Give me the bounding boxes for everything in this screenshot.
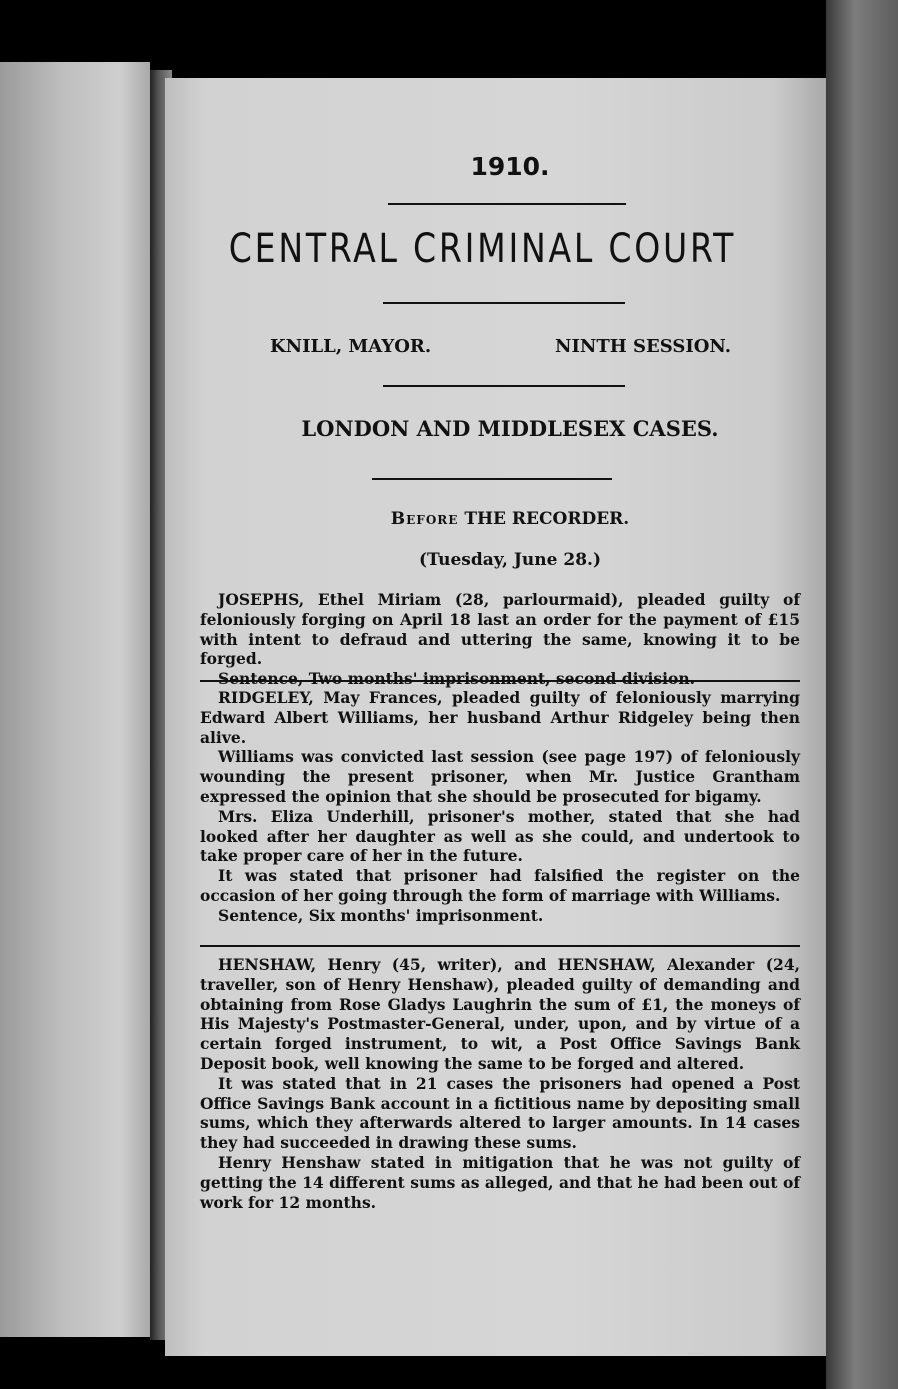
case-paragraph: RIDGELEY, May Frances, pleaded guilty of feloniously marrying Edward Albert Williams, her husband Arthur Ridgeley being then alive. [200, 688, 800, 747]
case-paragraph: Sentence, Six months' imprisonment. [218, 905, 544, 925]
entry-divider-2 [200, 945, 800, 947]
case-paragraph: Henry Henshaw stated in mitigation that he was not guilty of getting the 14 different sums as alleged, and that he had been out of work for 12 months. [200, 1152, 800, 1212]
rule-4 [372, 478, 612, 480]
case-entry-ridgeley [200, 688, 800, 926]
left-page [0, 62, 150, 1337]
before-prefix: Before [390, 509, 459, 529]
case-paragraph: It was stated that prisoner had falsified the register on the occasion of her going through the form of marriage with Williams. [200, 866, 800, 905]
rule-2 [383, 302, 625, 304]
case-paragraph: It was stated that in 21 cases the prisoners had opened a Post Office Savings Bank account in a fictitious name by depositing small sums, which they afterwards altered to larger amounts. In 14 cases they had succeeded in drawing these sums. [200, 1073, 800, 1153]
sitting-date: (Tuesday, June 28.) [419, 550, 601, 570]
case-entry-henshaw [200, 955, 800, 1212]
year-heading: 1910. [470, 152, 550, 181]
before-heading [200, 509, 820, 529]
case-paragraph: HENSHAW, Henry (45, writer), and HENSHAW, Alexander (24, traveller, son of Henry Henshaw), pleaded guilty of demanding and obtaining from Rose Gladys Laughrin the sum of £1, the moneys of His Majesty's Postmaster-General, under, upon, and by virtue of a certain forged instrument, to wit, a Post Office Savings Bank Deposit book, well knowing the same to be forged and altered. [200, 955, 800, 1073]
court-title: CENTRAL CRIMINAL COURT [228, 226, 737, 272]
case-paragraph: Sentence, Two months' imprisonment, second division. [218, 669, 696, 689]
case-paragraph: JOSEPHS, Ethel Miriam (28, parlourmaid), pleaded guilty of feloniously forging on April 18 last an order for the payment of £15 with intent to defraud and uttering the same, knowing it to be forged. [200, 590, 800, 669]
case-entry-josephs [200, 590, 800, 689]
entry-divider-1 [200, 680, 800, 682]
rule-3 [383, 385, 625, 387]
session-label: NINTH SESSION. [555, 336, 731, 357]
cases-heading: LONDON AND MIDDLESEX CASES. [301, 416, 719, 441]
rule-1 [388, 203, 626, 205]
case-paragraph: Mrs. Eliza Underhill, prisoner's mother, stated that she had looked after her daughter as well as she could, and undertook to take proper care of her in the future. [200, 806, 800, 866]
right-edge-shadow [826, 0, 898, 1389]
mayor-label: KNILL, MAYOR. [270, 336, 432, 357]
before-name: THE RECORDER. [464, 509, 630, 529]
case-paragraph: Williams was convicted last session (see page 197) of feloniously wounding the present prisoner, when Mr. Justice Grantham expressed the opinion that she should be prosecuted for bigamy. [200, 747, 800, 806]
